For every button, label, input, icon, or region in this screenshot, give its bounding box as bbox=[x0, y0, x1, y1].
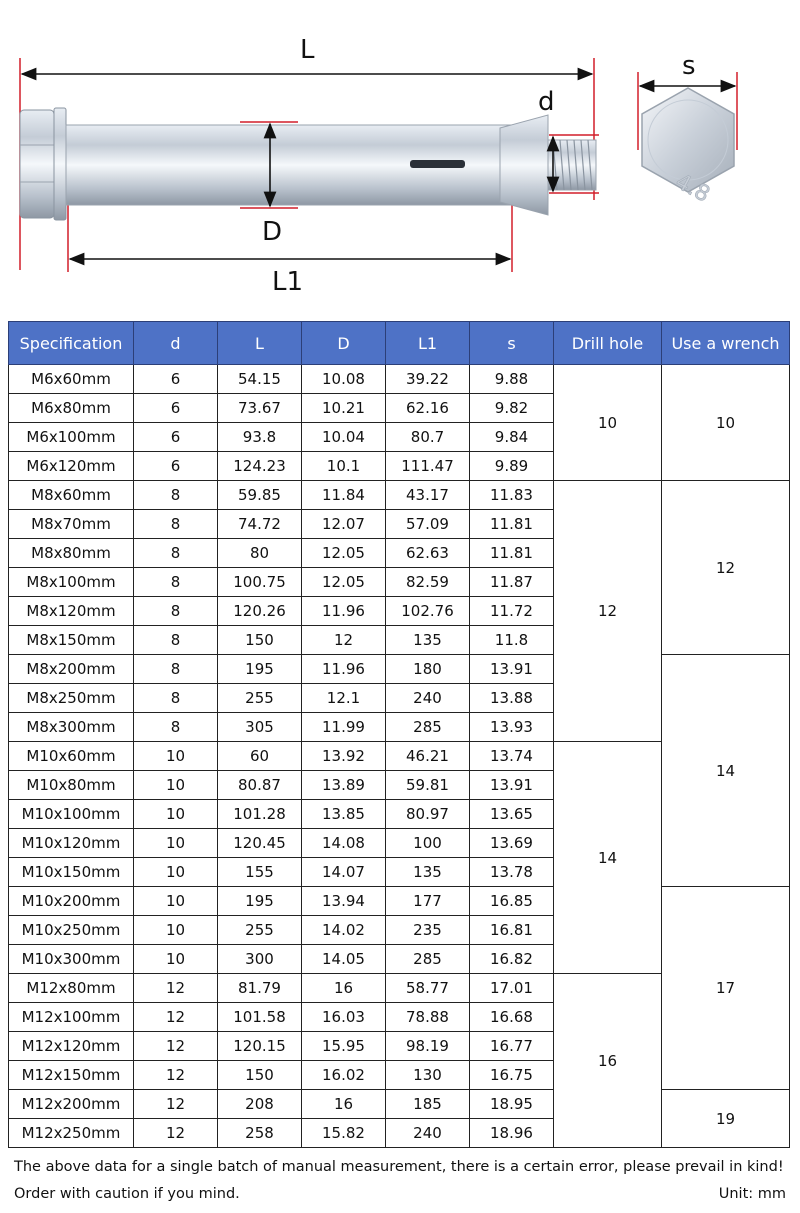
cell-L1: 285 bbox=[386, 713, 470, 742]
cell-s: 11.81 bbox=[470, 539, 554, 568]
cell-L1: 240 bbox=[386, 684, 470, 713]
cell-L1: 180 bbox=[386, 655, 470, 684]
label-L1: L1 bbox=[272, 267, 304, 297]
cell-d: 12 bbox=[134, 974, 218, 1003]
cell-specification: M8x200mm bbox=[9, 655, 134, 684]
cell-specification: M6x120mm bbox=[9, 452, 134, 481]
cell-D: 12.05 bbox=[302, 539, 386, 568]
cell-d: 10 bbox=[134, 742, 218, 771]
cell-L: 80.87 bbox=[218, 771, 302, 800]
cell-L: 80 bbox=[218, 539, 302, 568]
cell-L: 60 bbox=[218, 742, 302, 771]
cell-L: 155 bbox=[218, 858, 302, 887]
cell-L: 73.67 bbox=[218, 394, 302, 423]
cell-D: 16.02 bbox=[302, 1061, 386, 1090]
cell-s: 13.88 bbox=[470, 684, 554, 713]
cell-L: 100.75 bbox=[218, 568, 302, 597]
cell-L1: 58.77 bbox=[386, 974, 470, 1003]
cell-L: 150 bbox=[218, 626, 302, 655]
cell-specification: M8x120mm bbox=[9, 597, 134, 626]
cell-D: 14.08 bbox=[302, 829, 386, 858]
cell-d: 12 bbox=[134, 1003, 218, 1032]
cell-specification: M6x100mm bbox=[9, 423, 134, 452]
cell-specification: M12x200mm bbox=[9, 1090, 134, 1119]
cell-L1: 100 bbox=[386, 829, 470, 858]
cell-d: 6 bbox=[134, 365, 218, 394]
header-s: s bbox=[470, 322, 554, 365]
cell-D: 11.99 bbox=[302, 713, 386, 742]
cell-specification: M10x200mm bbox=[9, 887, 134, 916]
cell-specification: M12x80mm bbox=[9, 974, 134, 1003]
cell-L: 255 bbox=[218, 684, 302, 713]
cell-specification: M12x100mm bbox=[9, 1003, 134, 1032]
cell-D: 15.95 bbox=[302, 1032, 386, 1061]
label-L: L bbox=[300, 35, 315, 65]
cell-d: 8 bbox=[134, 568, 218, 597]
cell-L: 255 bbox=[218, 916, 302, 945]
cell-L: 258 bbox=[218, 1119, 302, 1148]
cell-D: 13.94 bbox=[302, 887, 386, 916]
cell-D: 14.05 bbox=[302, 945, 386, 974]
cell-d: 6 bbox=[134, 394, 218, 423]
cell-D: 12 bbox=[302, 626, 386, 655]
cell-d: 10 bbox=[134, 771, 218, 800]
cell-d: 8 bbox=[134, 510, 218, 539]
cell-d: 12 bbox=[134, 1032, 218, 1061]
cell-s: 11.87 bbox=[470, 568, 554, 597]
cell-L: 300 bbox=[218, 945, 302, 974]
cell-L: 195 bbox=[218, 887, 302, 916]
header-drill-hole: Drill hole bbox=[554, 322, 662, 365]
drill-hole-cell: 12 bbox=[554, 481, 662, 742]
cell-specification: M6x60mm bbox=[9, 365, 134, 394]
header-L1: L1 bbox=[386, 322, 470, 365]
specification-table bbox=[8, 321, 790, 1148]
cell-D: 11.96 bbox=[302, 597, 386, 626]
header-D: D bbox=[302, 322, 386, 365]
cell-s: 13.78 bbox=[470, 858, 554, 887]
cell-L1: 98.19 bbox=[386, 1032, 470, 1061]
cell-L1: 111.47 bbox=[386, 452, 470, 481]
cell-s: 9.84 bbox=[470, 423, 554, 452]
cell-L: 101.58 bbox=[218, 1003, 302, 1032]
table-row bbox=[9, 887, 790, 916]
hex-head-image bbox=[642, 88, 734, 208]
wrench-cell: 14 bbox=[662, 655, 790, 887]
cell-L1: 57.09 bbox=[386, 510, 470, 539]
cell-D: 12.1 bbox=[302, 684, 386, 713]
cell-s: 16.82 bbox=[470, 945, 554, 974]
label-s: s bbox=[682, 51, 696, 81]
cell-d: 10 bbox=[134, 916, 218, 945]
cell-d: 10 bbox=[134, 945, 218, 974]
cell-D: 14.02 bbox=[302, 916, 386, 945]
bolt-dimension-diagram bbox=[0, 0, 800, 310]
table-body bbox=[9, 365, 790, 1148]
cell-specification: M8x300mm bbox=[9, 713, 134, 742]
cell-s: 9.88 bbox=[470, 365, 554, 394]
footer-notes bbox=[14, 1156, 786, 1210]
cell-d: 8 bbox=[134, 626, 218, 655]
cell-s: 13.74 bbox=[470, 742, 554, 771]
cell-s: 11.81 bbox=[470, 510, 554, 539]
label-d: d bbox=[538, 87, 555, 117]
cell-L: 195 bbox=[218, 655, 302, 684]
cell-d: 8 bbox=[134, 655, 218, 684]
cell-D: 10.1 bbox=[302, 452, 386, 481]
cell-L1: 285 bbox=[386, 945, 470, 974]
cell-d: 8 bbox=[134, 713, 218, 742]
cell-L1: 62.63 bbox=[386, 539, 470, 568]
cell-specification: M10x300mm bbox=[9, 945, 134, 974]
table-header-row bbox=[9, 322, 790, 365]
cell-s: 18.95 bbox=[470, 1090, 554, 1119]
expansion-bolt-image bbox=[20, 108, 596, 220]
cell-specification: M10x150mm bbox=[9, 858, 134, 887]
cell-specification: M8x80mm bbox=[9, 539, 134, 568]
cell-D: 12.07 bbox=[302, 510, 386, 539]
cell-s: 9.82 bbox=[470, 394, 554, 423]
cell-specification: M10x100mm bbox=[9, 800, 134, 829]
cell-specification: M10x80mm bbox=[9, 771, 134, 800]
cell-specification: M8x60mm bbox=[9, 481, 134, 510]
wrench-cell: 10 bbox=[662, 365, 790, 481]
cell-D: 10.21 bbox=[302, 394, 386, 423]
cell-d: 6 bbox=[134, 423, 218, 452]
cell-D: 16 bbox=[302, 1090, 386, 1119]
cell-s: 13.65 bbox=[470, 800, 554, 829]
cell-d: 8 bbox=[134, 481, 218, 510]
cell-d: 10 bbox=[134, 887, 218, 916]
cell-L: 81.79 bbox=[218, 974, 302, 1003]
cell-s: 16.75 bbox=[470, 1061, 554, 1090]
cell-D: 16 bbox=[302, 974, 386, 1003]
wrench-cell: 17 bbox=[662, 887, 790, 1090]
cell-D: 13.85 bbox=[302, 800, 386, 829]
cell-specification: M10x250mm bbox=[9, 916, 134, 945]
cell-d: 8 bbox=[134, 539, 218, 568]
cell-L: 101.28 bbox=[218, 800, 302, 829]
cell-L1: 80.97 bbox=[386, 800, 470, 829]
cell-L1: 46.21 bbox=[386, 742, 470, 771]
cell-L1: 62.16 bbox=[386, 394, 470, 423]
cell-D: 16.03 bbox=[302, 1003, 386, 1032]
cell-specification: M8x250mm bbox=[9, 684, 134, 713]
cell-L: 305 bbox=[218, 713, 302, 742]
cell-D: 12.05 bbox=[302, 568, 386, 597]
cell-d: 10 bbox=[134, 829, 218, 858]
cell-L: 74.72 bbox=[218, 510, 302, 539]
cell-L: 150 bbox=[218, 1061, 302, 1090]
cell-L: 124.23 bbox=[218, 452, 302, 481]
cell-s: 16.68 bbox=[470, 1003, 554, 1032]
cell-specification: M12x150mm bbox=[9, 1061, 134, 1090]
cell-L: 93.8 bbox=[218, 423, 302, 452]
cell-L: 59.85 bbox=[218, 481, 302, 510]
table-row bbox=[9, 481, 790, 510]
cell-s: 16.81 bbox=[470, 916, 554, 945]
cell-s: 11.83 bbox=[470, 481, 554, 510]
cell-L1: 135 bbox=[386, 626, 470, 655]
cell-D: 15.82 bbox=[302, 1119, 386, 1148]
cell-D: 11.96 bbox=[302, 655, 386, 684]
cell-L1: 80.7 bbox=[386, 423, 470, 452]
cell-D: 14.07 bbox=[302, 858, 386, 887]
cell-specification: M12x250mm bbox=[9, 1119, 134, 1148]
cell-specification: M8x100mm bbox=[9, 568, 134, 597]
cell-L: 208 bbox=[218, 1090, 302, 1119]
drill-hole-cell: 10 bbox=[554, 365, 662, 481]
cell-D: 13.92 bbox=[302, 742, 386, 771]
cell-L: 120.45 bbox=[218, 829, 302, 858]
cell-specification: M8x70mm bbox=[9, 510, 134, 539]
cell-d: 8 bbox=[134, 684, 218, 713]
cell-L1: 82.59 bbox=[386, 568, 470, 597]
header-L: L bbox=[218, 322, 302, 365]
wrench-cell: 12 bbox=[662, 481, 790, 655]
cell-D: 10.04 bbox=[302, 423, 386, 452]
header-d: d bbox=[134, 322, 218, 365]
table-row bbox=[9, 365, 790, 394]
cell-L1: 59.81 bbox=[386, 771, 470, 800]
cell-d: 12 bbox=[134, 1119, 218, 1148]
cell-specification: M12x120mm bbox=[9, 1032, 134, 1061]
cell-s: 16.77 bbox=[470, 1032, 554, 1061]
cell-s: 13.69 bbox=[470, 829, 554, 858]
cell-L1: 43.17 bbox=[386, 481, 470, 510]
cell-L1: 177 bbox=[386, 887, 470, 916]
cell-d: 6 bbox=[134, 452, 218, 481]
measurement-note: The above data for a single batch of manual measurement, there is a certain error, please prevail in kind! bbox=[14, 1159, 784, 1175]
cell-s: 17.01 bbox=[470, 974, 554, 1003]
cell-D: 11.84 bbox=[302, 481, 386, 510]
cell-d: 10 bbox=[134, 858, 218, 887]
drill-hole-cell: 14 bbox=[554, 742, 662, 974]
cell-specification: M8x150mm bbox=[9, 626, 134, 655]
cell-L1: 240 bbox=[386, 1119, 470, 1148]
cell-d: 12 bbox=[134, 1090, 218, 1119]
cell-s: 13.93 bbox=[470, 713, 554, 742]
cell-s: 16.85 bbox=[470, 887, 554, 916]
cell-L1: 130 bbox=[386, 1061, 470, 1090]
cell-d: 12 bbox=[134, 1061, 218, 1090]
cell-s: 11.72 bbox=[470, 597, 554, 626]
cell-s: 9.89 bbox=[470, 452, 554, 481]
cell-L1: 235 bbox=[386, 916, 470, 945]
cell-L1: 39.22 bbox=[386, 365, 470, 394]
cell-L: 54.15 bbox=[218, 365, 302, 394]
cell-s: 11.8 bbox=[470, 626, 554, 655]
cell-L1: 135 bbox=[386, 858, 470, 887]
cell-d: 8 bbox=[134, 597, 218, 626]
head-marking: 4.8 bbox=[671, 169, 714, 208]
wrench-cell: 19 bbox=[662, 1090, 790, 1148]
cell-specification: M6x80mm bbox=[9, 394, 134, 423]
cell-D: 10.08 bbox=[302, 365, 386, 394]
cell-s: 13.91 bbox=[470, 655, 554, 684]
header-specification: Specification bbox=[9, 322, 134, 365]
cell-L1: 78.88 bbox=[386, 1003, 470, 1032]
drill-hole-cell: 16 bbox=[554, 974, 662, 1148]
cell-s: 13.91 bbox=[470, 771, 554, 800]
unit-label: Unit: mm bbox=[718, 1186, 786, 1202]
cell-L: 120.15 bbox=[218, 1032, 302, 1061]
cell-d: 10 bbox=[134, 800, 218, 829]
cell-specification: M10x120mm bbox=[9, 829, 134, 858]
cell-L1: 102.76 bbox=[386, 597, 470, 626]
header-wrench: Use a wrench bbox=[662, 322, 790, 365]
cell-specification: M10x60mm bbox=[9, 742, 134, 771]
cell-L: 120.26 bbox=[218, 597, 302, 626]
cell-L1: 185 bbox=[386, 1090, 470, 1119]
table-row bbox=[9, 1090, 790, 1119]
caution-note: Order with caution if you mind. bbox=[14, 1186, 240, 1202]
cell-D: 13.89 bbox=[302, 771, 386, 800]
cell-s: 18.96 bbox=[470, 1119, 554, 1148]
table-row bbox=[9, 655, 790, 684]
label-D: D bbox=[262, 217, 283, 247]
